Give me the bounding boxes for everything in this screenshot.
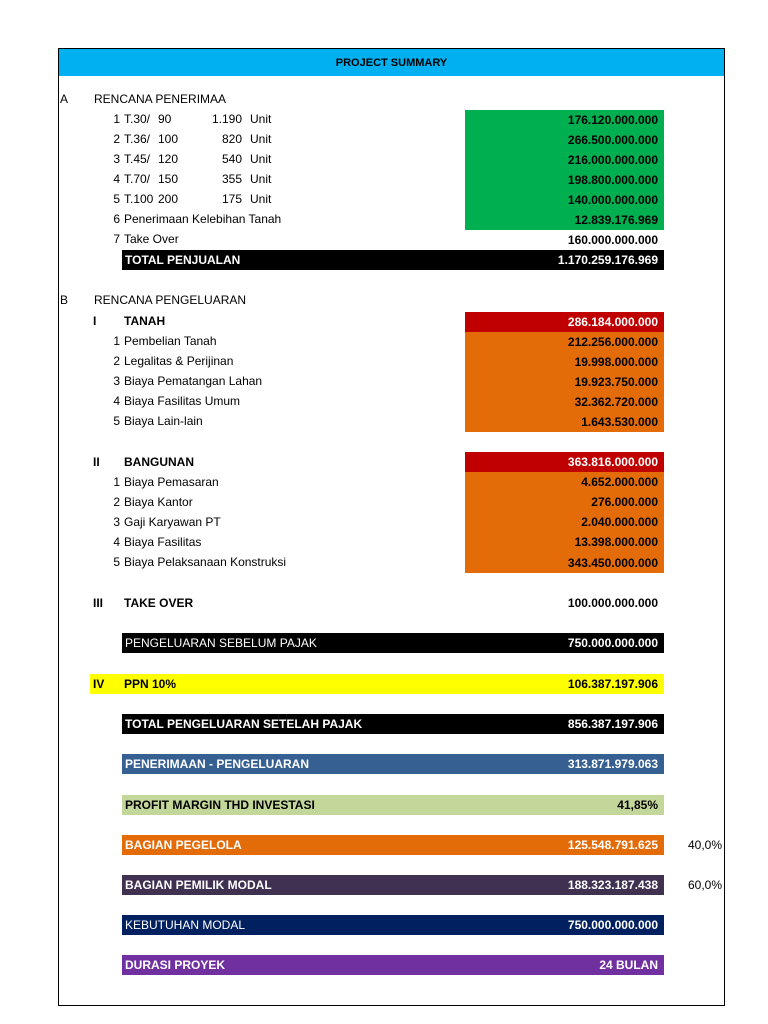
group-i-total: 286.184.000.000 — [465, 312, 664, 332]
pengelola-percent: 40,0% — [688, 838, 723, 852]
group-iii-num: III — [93, 596, 104, 610]
profit-margin-bar: PROFIT MARGIN THD INVESTASI 41,85% — [122, 795, 664, 815]
section-a-title: RENCANA PENERIMAA — [94, 92, 227, 106]
group-ii-total: 363.816.000.000 — [465, 452, 664, 472]
group-ii-title: BANGUNAN — [124, 455, 194, 469]
group-iii-value: 100.000.000.000 — [567, 596, 658, 610]
page-title — [59, 49, 724, 76]
page-title-text: PROJECT SUMMARY — [335, 56, 448, 69]
pemilik-percent: 60,0% — [688, 878, 723, 892]
group-ii-num: II — [93, 455, 100, 469]
ppn-label: PPN 10% — [124, 677, 177, 691]
durasi-proyek-bar: DURASI PROYEK 24 BULAN — [122, 955, 664, 975]
sebelum-pajak-bar: PENGELUARAN SEBELUM PAJAK 750.000.000.000 — [122, 633, 664, 653]
total-penjualan-bar: TOTAL PENJUALAN 1.170.259.176.969 — [122, 250, 664, 270]
bagian-pengelola-bar: BAGIAN PEGELOLA 125.548.791.625 — [122, 835, 664, 855]
kebutuhan-modal-bar: KEBUTUHAN MODAL 750.000.000.000 — [122, 915, 664, 935]
group-i-title: TANAH — [124, 314, 166, 328]
ppn-num: IV — [93, 677, 105, 691]
section-b-letter: B — [60, 293, 69, 307]
section-b-title: RENCANA PENGELUARAN — [94, 293, 247, 307]
selisih-bar: PENERIMAAN - PENGELUARAN 313.871.979.063 — [122, 754, 664, 774]
bagian-pemilik-bar: BAGIAN PEMILIK MODAL 188.323.187.438 — [122, 875, 664, 895]
group-iii-title: TAKE OVER — [124, 596, 194, 610]
ppn-value: 106.387.197.906 — [567, 677, 658, 691]
setelah-pajak-bar: TOTAL PENGELUARAN SETELAH PAJAK 856.387.197.906 — [122, 714, 664, 734]
section-a-letter: A — [60, 92, 69, 106]
group-i-num: I — [93, 314, 97, 328]
